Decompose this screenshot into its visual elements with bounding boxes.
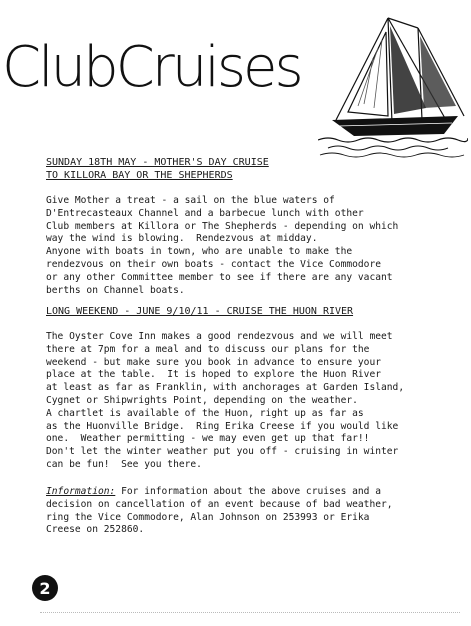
section-heading-mothers-day bbox=[46, 157, 269, 182]
text-line: weekend - but make sure you book in advance to ensure your bbox=[46, 356, 382, 368]
text-line: place at the table. It is hoped to explore the Huon River bbox=[46, 369, 382, 381]
mothers-day-paragraph bbox=[46, 195, 398, 297]
text-span: For information about the above cruises and a bbox=[115, 486, 382, 497]
text-line: Don't let the winter weather put you off - cruising in winter bbox=[46, 446, 399, 458]
text-line: A chartlet is available of the Huon, right up as far as bbox=[46, 407, 364, 419]
text-line: way the wind is blowing. Rendezvous at midday. bbox=[46, 233, 318, 245]
text-line: one. Weather permitting - we may even get up that far!! bbox=[46, 433, 370, 445]
text-line: can be fun! See you there. bbox=[46, 458, 202, 470]
text-line: as the Huonville Bridge. Ring Erika Creese if you would like bbox=[46, 420, 399, 432]
heading-line: TO KILLORA BAY OR THE SHEPHERDS bbox=[46, 169, 233, 181]
text-line: D'Entrecasteaux Channel and a barbecue lunch with other bbox=[46, 207, 364, 219]
information-paragraph bbox=[46, 486, 393, 537]
text-line: rendezvous on their own boats - contact the Vice Commodore bbox=[46, 258, 382, 270]
text-line: at least as far as Franklin, with anchorages at Garden Island, bbox=[46, 382, 405, 394]
text-line: Give Mother a treat - a sail on the blue waters of bbox=[46, 195, 335, 206]
page-number-badge: 2 bbox=[32, 575, 58, 601]
text-line: Anyone with boats in town, who are unable to make the bbox=[46, 246, 353, 258]
section-heading-long-weekend: LONG WEEKEND - JUNE 9/10/11 - CRUISE THE HUON RIVER bbox=[46, 306, 354, 317]
footer-divider bbox=[40, 612, 460, 613]
heading-line: SUNDAY 18TH MAY - MOTHER'S DAY CRUISE bbox=[46, 157, 269, 168]
text-line: or any other Committee member to see if there are any vacant bbox=[46, 271, 393, 283]
text-line: ring the Vice Commodore, Alan Johnson on 253993 or Erika bbox=[46, 511, 370, 523]
information-label: Information: bbox=[46, 486, 116, 497]
long-weekend-paragraph bbox=[46, 331, 404, 472]
text-line: Cygnet or Shipwrights Point, depending on the weather. bbox=[46, 394, 358, 406]
text-line: Creese on 252860. bbox=[46, 524, 145, 536]
text-line bbox=[46, 486, 393, 499]
text-line: Club members at Killora or The Shepherds - depending on which bbox=[46, 220, 399, 232]
text-line: berths on Channel boats. bbox=[46, 284, 185, 296]
page-title: ClubCruises bbox=[2, 35, 301, 100]
text-line: there at 7pm for a meal and to discuss our plans for the bbox=[46, 343, 370, 355]
sailing-ship-icon bbox=[318, 8, 468, 158]
text-line: The Oyster Cove Inn makes a good rendezvous and we will meet bbox=[46, 331, 393, 342]
text-line: decision on cancellation of an event because of bad weather, bbox=[46, 498, 393, 510]
